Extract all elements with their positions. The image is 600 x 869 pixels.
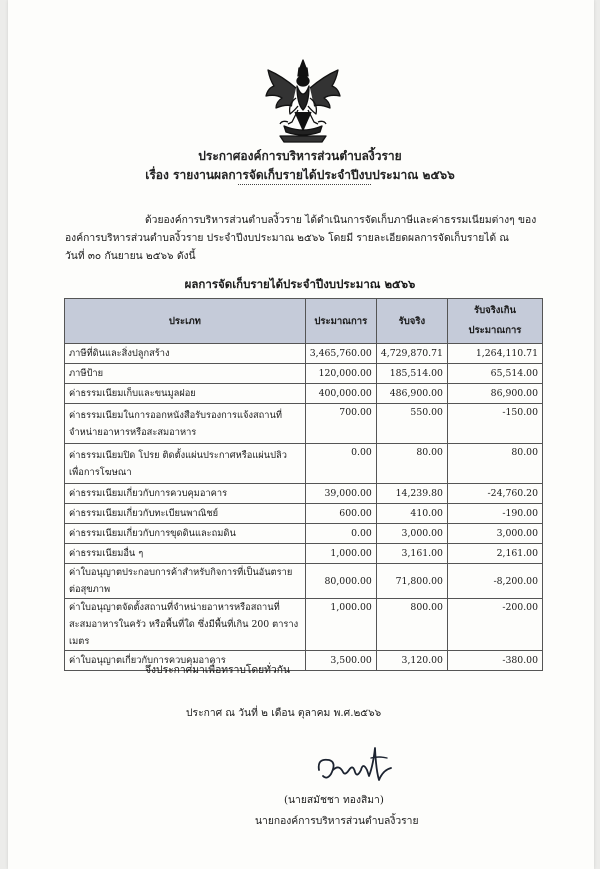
row-actual: 800.00 xyxy=(376,599,447,651)
row-item: ค่าธรรมเนียมเกี่ยวกับการขุดดินและถมดิน xyxy=(65,524,306,544)
intro-line-1: ด้วยองค์การบริหารส่วนตำบลงิ้วราย ได้ดำเนินการจัดเก็บภาษีและค่าธรรมเนียมต่างๆ ของ xyxy=(145,214,537,226)
row-diff: 80.00 xyxy=(447,444,542,484)
row-budget: 600.00 xyxy=(305,504,376,524)
row-actual: 14,239.80 xyxy=(376,484,447,504)
row-item: ค่าธรรมเนียมเก็บและขนมูลฝอย xyxy=(65,384,306,404)
row-budget: 120,000.00 xyxy=(305,364,376,384)
row-diff: 1,264,110.71 xyxy=(447,344,542,364)
garuda-emblem-icon xyxy=(262,58,344,146)
table-row xyxy=(65,524,543,544)
table-row xyxy=(65,484,543,504)
row-actual: 3,120.00 xyxy=(376,651,447,671)
row-actual: 550.00 xyxy=(376,404,447,444)
header-diff-line-1: รับจริงเกิน xyxy=(474,305,516,316)
row-budget: 1,000.00 xyxy=(305,599,376,651)
row-diff: 2,161.00 xyxy=(447,544,542,564)
row-budget: 700.00 xyxy=(305,404,376,444)
row-budget: 3,465,760.00 xyxy=(305,344,376,364)
row-budget: 39,000.00 xyxy=(305,484,376,504)
table-row xyxy=(65,544,543,564)
row-actual: 410.00 xyxy=(376,504,447,524)
row-diff: -200.00 xyxy=(447,599,542,651)
header-actual: รับจริง xyxy=(376,299,447,344)
header-item: ประเภท xyxy=(65,299,306,344)
row-item: ค่าธรรมเนียมอื่น ๆ xyxy=(65,544,306,564)
intro-line-3: วันที่ ๓๐ กันยายน ๒๕๖๖ ดังนี้ xyxy=(65,250,196,262)
row-actual: 3,000.00 xyxy=(376,524,447,544)
table-row xyxy=(65,384,543,404)
row-actual: 3,161.00 xyxy=(376,544,447,564)
table-row xyxy=(65,651,543,671)
table-title: ผลการจัดเก็บรายได้ประจำปีงบประมาณ ๒๕๖๖ xyxy=(184,277,416,291)
row-item: ค่าใบอนุญาตเกี่ยวกับการควบคุมอาคาร xyxy=(65,651,306,671)
row-diff: -150.00 xyxy=(447,404,542,444)
row-diff: -24,760.20 xyxy=(447,484,542,504)
header-budget: ประมาณการ xyxy=(305,299,376,344)
table-row xyxy=(65,599,543,651)
row-diff: 3,000.00 xyxy=(447,524,542,544)
announcement-title: ประกาศองค์การบริหารส่วนตำบลงิ้วราย xyxy=(198,149,402,163)
row-diff: 86,900.00 xyxy=(447,384,542,404)
table-row xyxy=(65,444,543,484)
row-item: ภาษีป้าย xyxy=(65,364,306,384)
row-budget: 80,000.00 xyxy=(305,564,376,599)
signer-position: นายกองค์การบริหารส่วนตำบลงิ้วราย xyxy=(255,815,419,827)
announcement-date: ประกาศ ณ วันที่ ๒ เดือน ตุลาคม พ.ศ.๒๕๖๖ xyxy=(186,707,382,719)
table-row xyxy=(65,504,543,524)
row-item: ค่าใบอนุญาตจัดตั้งสถานที่จำหน่ายอาหารหรือสถานที่สะสมอาหารในครัว หรือพื้นที่ใด ซึ่งมีพื้นที่เกิน 200 ตารางเมตร xyxy=(65,599,306,651)
row-item: ภาษีที่ดินและสิ่งปลูกสร้าง xyxy=(65,344,306,364)
closing-statement: จึงประกาศมาเพื่อทราบโดยทั่วกัน xyxy=(145,664,291,676)
table-row xyxy=(65,364,543,384)
row-budget: 1,000.00 xyxy=(305,544,376,564)
table-header-row xyxy=(65,299,543,344)
row-item: ค่าธรรมเนียมเกี่ยวกับการควบคุมอาคาร xyxy=(65,484,306,504)
row-budget: 3,500.00 xyxy=(305,651,376,671)
revenue-table xyxy=(64,298,543,671)
table-row xyxy=(65,564,543,599)
row-actual: 71,800.00 xyxy=(376,564,447,599)
row-actual: 80.00 xyxy=(376,444,447,484)
row-diff: -8,200.00 xyxy=(447,564,542,599)
intro-line-2: องค์การบริหารส่วนตำบลงิ้วราย ประจำปีงบประมาณ ๒๕๖๖ โดยมี รายละเอียดผลการจัดเก็บรายได้ ณ xyxy=(65,232,509,244)
row-budget: 400,000.00 xyxy=(305,384,376,404)
row-budget: 0.00 xyxy=(305,524,376,544)
row-budget: 0.00 xyxy=(305,444,376,484)
row-item: ค่าธรรมเนียมเกี่ยวกับทะเบียนพาณิชย์ xyxy=(65,504,306,524)
header-diff-line-2: ประมาณการ xyxy=(468,325,522,336)
row-actual: 486,900.00 xyxy=(376,384,447,404)
row-actual: 4,729,870.71 xyxy=(376,344,447,364)
row-diff: -380.00 xyxy=(447,651,542,671)
table-row xyxy=(65,344,543,364)
row-actual: 185,514.00 xyxy=(376,364,447,384)
signer-name: (นายสมัชชา ทองสิมา) xyxy=(284,794,384,806)
row-item: ค่าธรรมเนียมปิด โปรย ติดตั้งแผ่นประกาศหรือแผ่นปลิว เพื่อการโฆษณา xyxy=(65,444,306,484)
header-diff xyxy=(447,299,542,344)
divider xyxy=(238,184,371,185)
row-item: ค่าใบอนุญาตประกอบการค้าสำหรับกิจการที่เป็นอันตรายต่อสุขภาพ xyxy=(65,564,306,599)
row-diff: -190.00 xyxy=(447,504,542,524)
signature-icon xyxy=(313,740,403,792)
row-diff: 65,514.00 xyxy=(447,364,542,384)
announcement-subject: เรื่อง รายงานผลการจัดเก็บรายได้ประจำปีงบประมาณ ๒๕๖๖ xyxy=(145,168,455,182)
table-row xyxy=(65,404,543,444)
row-item: ค่าธรรมเนียมในการออกหนังสือรับรองการแจ้งสถานที่จำหน่ายอาหารหรือสะสมอาหาร xyxy=(65,404,306,444)
